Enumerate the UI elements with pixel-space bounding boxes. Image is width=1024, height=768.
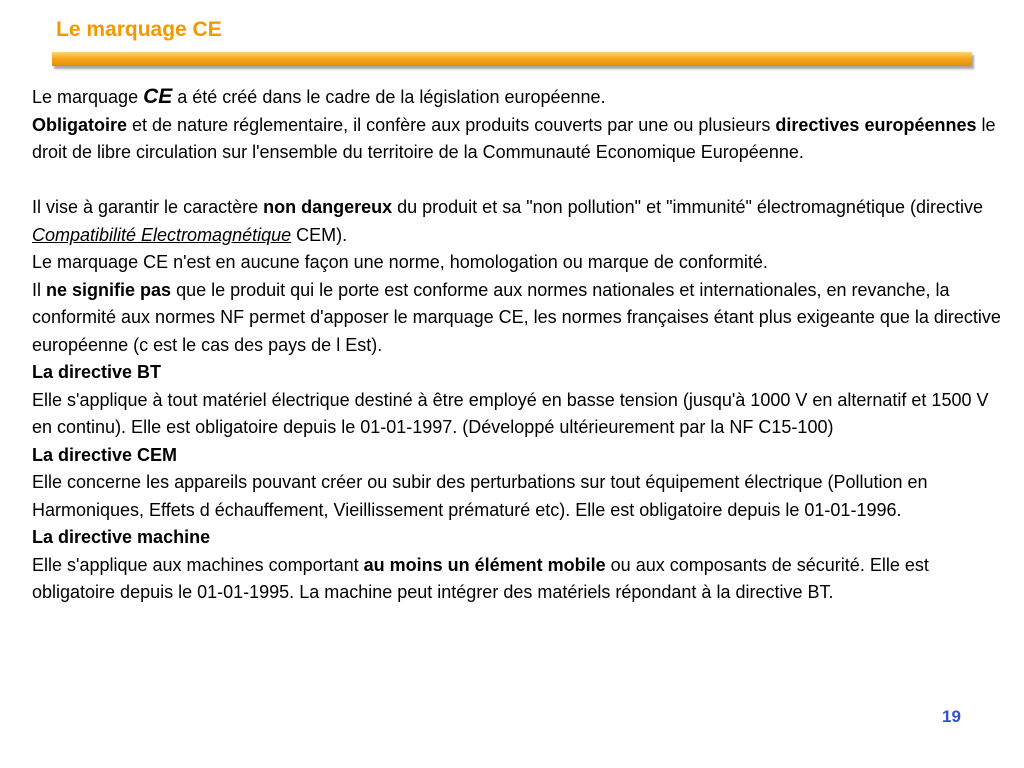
paragraph-directive-cem: Elle concerne les appareils pouvant créer ou subir des perturbations sur tout équipement électrique (Pollution en Harmoniques, Effets d échauffement, Vieillissement prématuré etc). Elle est obligatoire depuis le 01-01-1996. [32,472,928,520]
paragraph-intro [32,83,1012,112]
directive-cem-title: La directive CEM [32,444,178,465]
garantie-text-e: CEM). [291,224,348,245]
element-mobile-bold: au moins un élément mobile [363,554,606,575]
ne-signifie-text-c: que le produit qui le porte est conforme aux normes nationales et internationales, en revanche, la conformité aux normes NF permet d'apposer le marquage CE, les normes françaises étant plus exigeante que la directive européenne (c est le cas des pays de l Est). [32,279,1001,355]
page-number: 19 [942,707,961,726]
intro-text-a: Le marquage [32,87,144,107]
paragraph-pas-norme: Le marquage CE n'est en aucune façon une norme, homologation ou marque de conformité. [32,252,768,272]
paragraph-spacer [32,167,1012,195]
paragraph-directive-machine [32,552,1012,607]
heading-directive-machine [32,524,1012,552]
cem-link[interactable]: Compatibilité Electromagnétique [32,224,292,245]
slide-title: Le marquage CE [56,18,222,41]
machine-text-c: ou aux composants de sécurité. Elle est obligatoire depuis le 01-01-1995. La machine peut intégrer des matériels répondant à la directive BT. [32,554,929,602]
paragraph-directive-bt: Elle s'applique à tout matériel électrique destiné à être employé en basse tension (jusqu'à 1000 V en alternatif et 1500 V en continu). Elle est obligatoire depuis le 01-01-1997. (Développé ultérieurement par la NF C15-100) [32,389,989,437]
paragraph-obligatoire [32,112,1012,167]
ne-signifie-bold: ne signifie pas [46,279,172,300]
directive-machine-title: La directive machine [32,527,211,547]
garantie-text-c: du produit et sa "non pollution" et "immunité" électromagnétique (directive [392,197,984,217]
obligatoire-bold: Obligatoire [32,114,128,135]
title-underline-bar [52,52,972,66]
garantie-text-a: Il vise à garantir le caractère [32,197,264,217]
paragraph-garantie [32,194,1012,249]
heading-directive-bt [32,359,1012,387]
directive-bt-title: La directive BT [32,362,162,382]
machine-text-a: Elle s'applique aux machines comportant [32,554,364,575]
ce-mark-text: CE [143,85,173,108]
heading-directive-cem [32,442,1012,470]
non-dangereux-bold: non dangereux [263,197,393,217]
obligatoire-text-b: et de nature réglementaire, il confère aux produits couverts par une ou plusieurs [127,114,776,135]
ne-signifie-text-a: Il [32,279,47,300]
paragraph-ne-signifie [32,277,1012,360]
obligatoire-text-d: le droit de libre circulation sur l'ensemble du territoire de la Communauté Economique Européenne. [32,114,996,162]
intro-text-b: a été créé dans le cadre de la législation européenne. [172,87,606,107]
directives-bold: directives européennes [775,114,977,135]
slide-body [32,83,1012,607]
